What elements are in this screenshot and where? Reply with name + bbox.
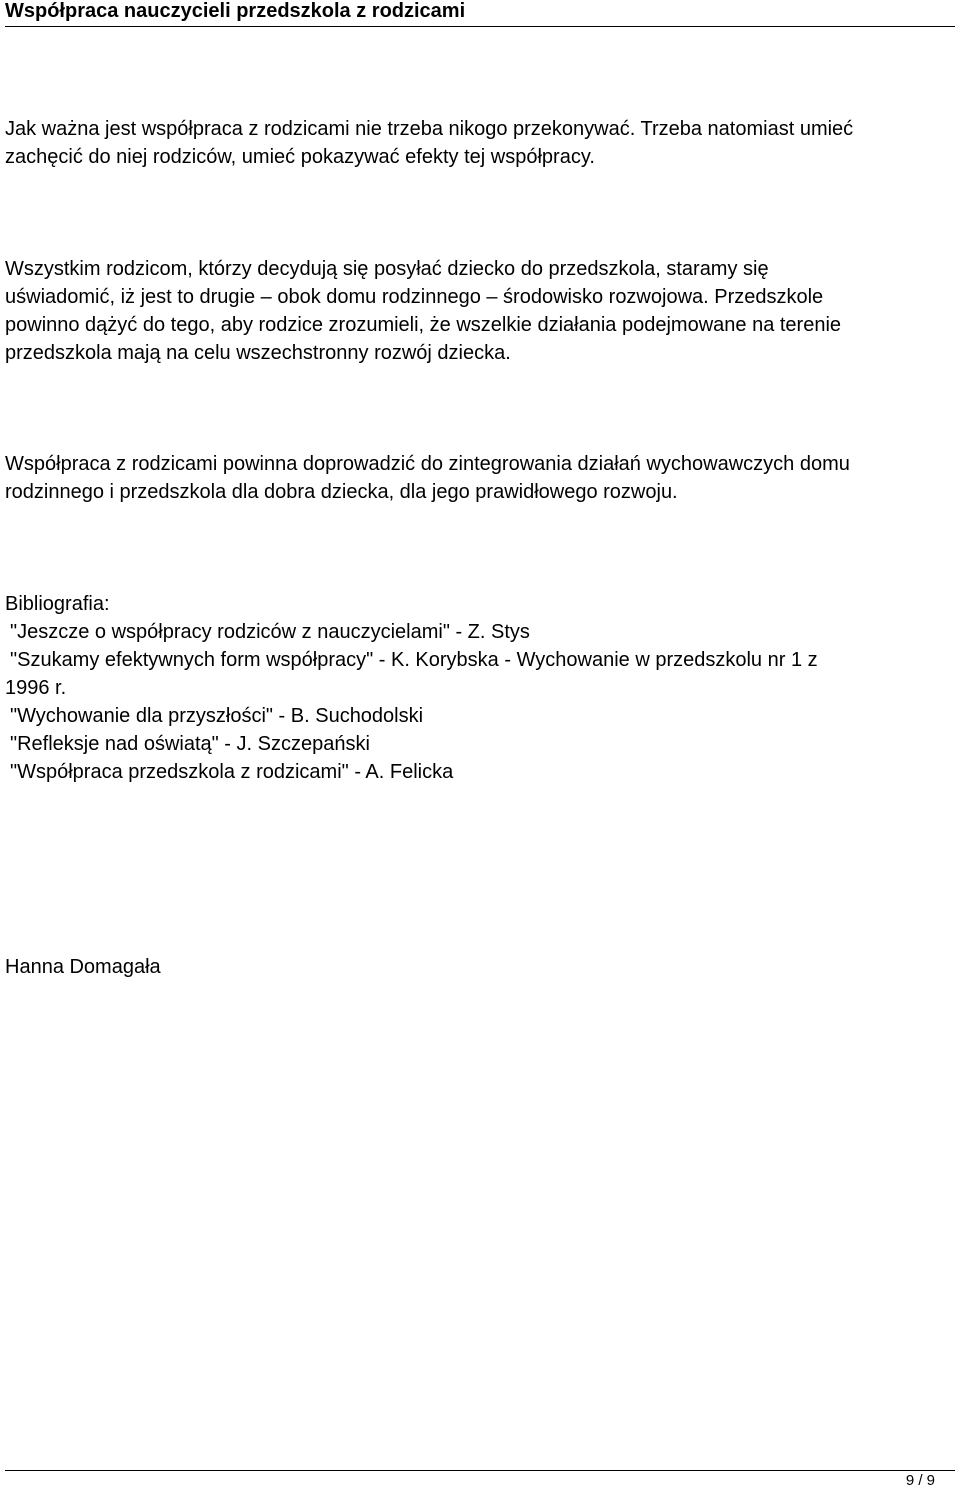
bibliography-entry: "Refleksje nad oświatą" - J. Szczepański	[10, 733, 370, 755]
paragraph-intro	[5, 115, 955, 171]
page-header	[5, 0, 955, 27]
paragraph-line: przedszkola mają na celu wszechstronny rozwój dziecka.	[5, 342, 511, 364]
paragraph-line: powinno dążyć do tego, aby rodzice zrozumieli, że wszelkie działania podejmowane na terenie	[5, 314, 842, 336]
bibliography-entry: "Szukamy efektywnych form współpracy" - K. Korybska - Wychowanie w przedszkolu nr 1 z	[10, 649, 818, 671]
bibliography-entry: "Współpraca przedszkola z rodzicami" - A. Felicka	[10, 761, 454, 783]
bibliography-entry: "Wychowanie dla przyszłości" - B. Suchodolski	[10, 705, 424, 727]
paragraph-cooperation-goal	[5, 450, 955, 506]
paragraph-line: zachęcić do niej rodziców, umieć pokazywać efekty tej współpracy.	[5, 146, 595, 168]
paragraph-line: Wszystkim rodzicom, którzy decydują się posyłać dziecko do przedszkola, staramy się	[5, 258, 769, 280]
page-footer	[5, 1470, 955, 1489]
paragraph-kindergarten-environment	[5, 255, 955, 367]
document-title: Współpraca nauczycieli przedszkola z rodzicami	[5, 0, 466, 22]
bibliography-heading: Bibliografia:	[5, 593, 110, 615]
paragraph-line: Współpraca z rodzicami powinna doprowadzić do zintegrowania działań wychowawczych domu	[5, 453, 850, 475]
paragraph-line: Jak ważna jest współpraca z rodzicami nie trzeba nikogo przekonywać. Trzeba natomiast umieć	[5, 118, 854, 140]
paragraph-line: rodzinnego i przedszkola dla dobra dziecka, dla jego prawidłowego rozwoju.	[5, 481, 678, 503]
author-name: Hanna Domagała	[5, 956, 161, 978]
bibliography-entry: "Jeszcze o współpracy rodziców z nauczycielami" - Z. Stys	[10, 621, 530, 643]
page-number: 9 / 9	[905, 1472, 935, 1489]
paragraph-line: uświadomić, iż jest to drugie – obok domu rodzinnego – środowisko rozwojowa. Przedszkole	[5, 286, 824, 308]
bibliography-entry-continuation: 1996 r.	[5, 677, 67, 699]
bibliography	[5, 590, 955, 786]
